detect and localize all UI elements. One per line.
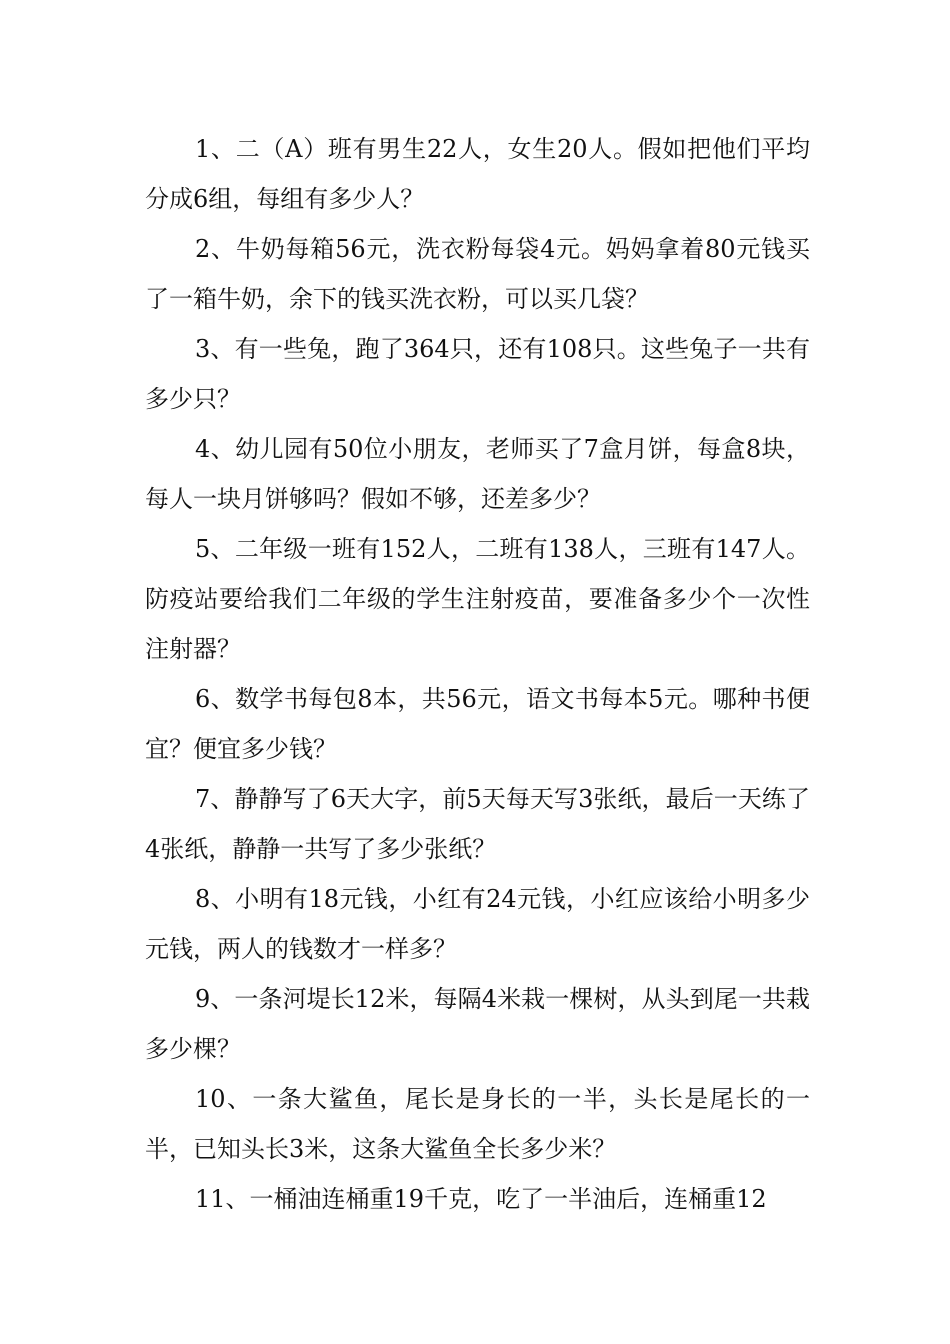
problem-7: 7、静静写了6天大字，前5天每天写3张纸，最后一天练了4张纸，静静一共写了多少张纸？ xyxy=(145,785,810,863)
problem-10: 10、一条大鲨鱼，尾长是身长的一半，头长是尾长的一半，已知头长3米，这条大鲨鱼全长多少米？ xyxy=(145,1085,810,1163)
problem-3: 3、有一些兔，跑了364只，还有108只。这些兔子一共有多少只？ xyxy=(145,335,810,413)
problem-5: 5、二年级一班有152人，二班有138人，三班有147人。防疫站要给我们二年级的学生注射疫苗，要准备多少个一次性注射器？ xyxy=(145,535,810,663)
problem-8: 8、小明有18元钱，小红有24元钱，小红应该给小明多少元钱，两人的钱数才一样多？ xyxy=(145,885,810,963)
problem-2: 2、牛奶每箱56元，洗衣粉每袋4元。妈妈拿着80元钱买了一箱牛奶，余下的钱买洗衣粉，可以买几袋？ xyxy=(145,235,810,313)
problem-1: 1、二（A）班有男生22人，女生20人。假如把他们平均分成6组，每组有多少人？ xyxy=(145,135,810,213)
problem-6: 6、数学书每包8本，共56元，语文书每本5元。哪种书便宜？便宜多少钱？ xyxy=(145,685,810,763)
problem-4: 4、幼儿园有50位小朋友，老师买了7盒月饼，每盒8块，每人一块月饼够吗？假如不够，还差多少？ xyxy=(145,435,810,513)
problem-11: 11、一桶油连桶重19千克，吃了一半油后，连桶重12 xyxy=(195,1185,767,1213)
problem-9: 9、一条河堤长12米，每隔4米栽一棵树，从头到尾一共栽多少棵？ xyxy=(145,985,810,1063)
problem-list xyxy=(145,124,810,1224)
